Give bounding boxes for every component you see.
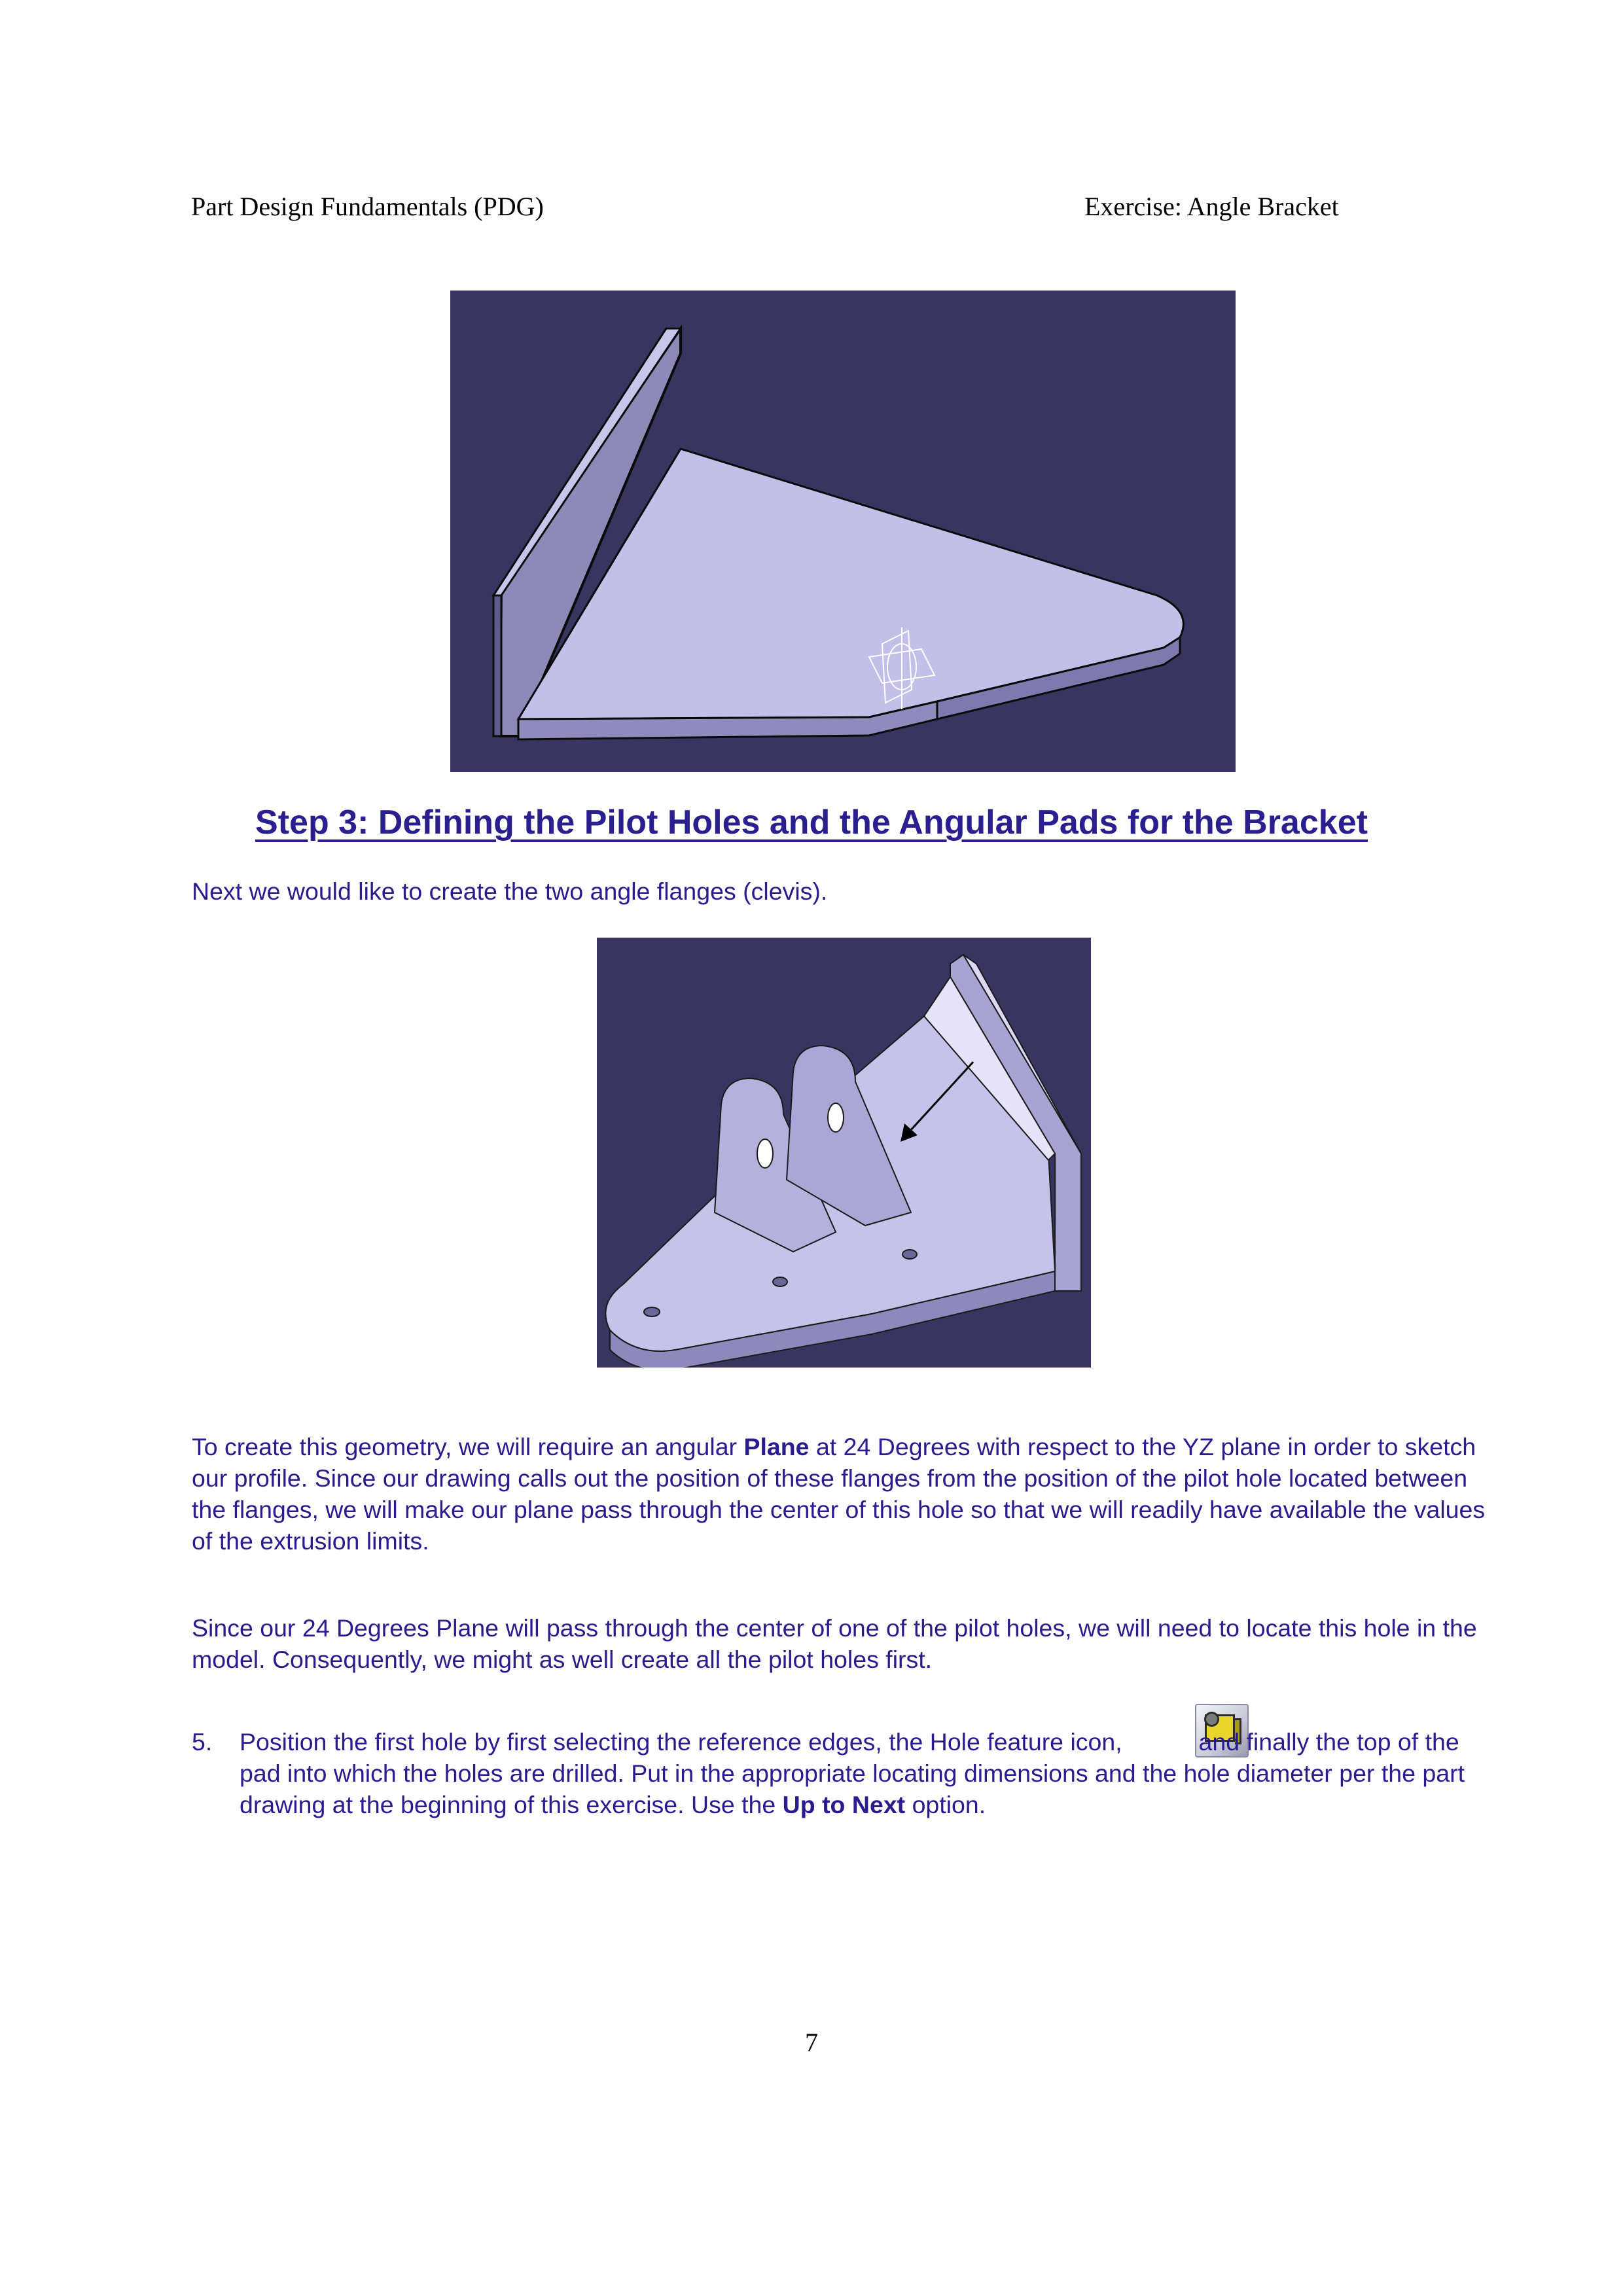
plane-paragraph-lead: To create this geometry, we will require an angular <box>192 1433 744 1460</box>
step-5-text <box>240 1726 1483 1820</box>
header-exercise-title: Exercise: Angle Bracket <box>1084 192 1339 221</box>
step-5-number: 5. <box>192 1728 213 1756</box>
step-5-text-lead: Position the first hole by first selecting the reference edges, the Hole feature icon, <box>240 1728 1130 1756</box>
bracket-base-plate-figure <box>450 291 1236 772</box>
step-5-text-mid: and finally the top of the pad into which the holes are drilled. Put in the appropriate locating dimensions and the hole diameter per the part drawing at the beginning of this exercise. Use the <box>240 1728 1465 1818</box>
bracket-clevis-figure <box>597 938 1091 1368</box>
header-course-title: Part Design Fundamentals (PDG) <box>191 192 544 221</box>
page-number: 7 <box>805 2028 818 2057</box>
step-5-text-end: option. <box>905 1791 986 1818</box>
intro-paragraph: Next we would like to create the two angle flanges (clevis). <box>192 877 828 905</box>
holes-paragraph: Since our 24 Degrees Plane will pass through the center of one of the pilot holes, we will need to locate this hole in the model. Consequently, we might as well create all the pilot holes first. <box>192 1614 1477 1673</box>
plane-paragraph <box>192 1431 1488 1557</box>
step-heading: Step 3: Defining the Pilot Holes and the Angular Pads for the Bracket <box>255 804 1368 841</box>
plane-keyword: Plane <box>743 1433 810 1460</box>
hole-icon-bore <box>1204 1712 1219 1727</box>
plane-paragraph-rest: at 24 Degrees with respect to the YZ plane in order to sketch our profile. Since our drawing calls out the position of these flanges from the position of the pilot hole located between the flanges, we will make our plane pass through the center of this hole so that we will readily have available the values of the extrusion limits. <box>192 1433 1486 1555</box>
up-to-next-option: Up to Next <box>782 1791 906 1818</box>
